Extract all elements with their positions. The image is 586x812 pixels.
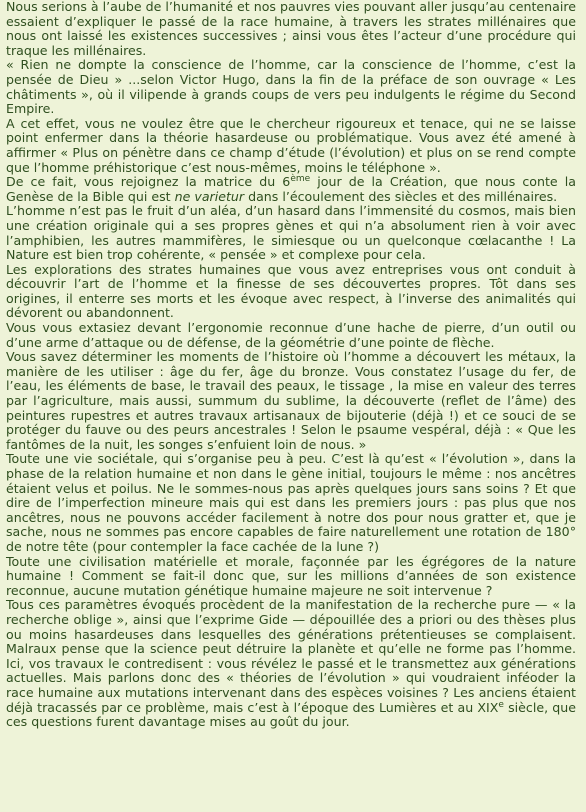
paragraph: [6, 0, 576, 58]
text-span: A cet effet, vous ne voulez être que le chercheur rigoureux et tenace, qui ne se laisse point enfermer dans la théorie hasardeuse ou problématique. Vous avez été amené à affirmer « Plus on pénètre dans ce champ d’étude (l’évolution) et plus on se rend compte que l’homme préhistorique c’est nous-mêmes, moins le téléphone ».: [6, 115, 576, 175]
paragraph: [6, 175, 576, 204]
paragraph: [6, 350, 576, 452]
text-span: Les explorations des strates humaines que vous avez entreprises vous ont conduit à découvrir l’art de l’homme et la finesse de ses découvertes propres. Tôt dans ses origines, il enterre ses morts et les évoque avec respect, à l’inverse des animalités qui dévorent ou abandonnent.: [6, 261, 576, 321]
paragraph: [6, 598, 576, 729]
text-span: jour de la Création, que nous conte la Genèse de la Bible qui est: [6, 174, 576, 204]
paragraph: [6, 117, 576, 175]
paragraph: [6, 555, 576, 599]
text-span: dans l’écoulement des siècles et des millénaires.: [244, 188, 558, 204]
text-span: Toute une vie sociétale, qui s’organise peu à peu. C’est là qu’est « l’évolution », dans la phase de la relation humaine et non dans le gène initial, toujours le même : nos ancêtres étaient velus et poilus. Ne le sommes-nous pas après quelques jours sans soins ? Et que dire de l’imperfection mineure mais qui est dans les premiers jours : pas plus que nos ancêtres, nous ne pouvons accéder facilement à notre dos pour nous gratter et, que je sache, nous ne sommes pas encore capables de faire naturellement une rotation de 180° de notre tête (pour contempler la face cachée de la lune ?): [6, 451, 576, 554]
superscript: ème: [290, 173, 311, 184]
emphasis: ne varietur: [174, 188, 245, 204]
text-span: « Rien ne dompte la conscience de l’homme, car la conscience de l’homme, c’est la pensée de Dieu » ...selon Victor Hugo, dans la fin de la préface de son ouvrage « Les châtiments », où il vilipende à grands coups de vers peu indulgents le régime du Second Empire.: [6, 57, 576, 117]
text-span: Toute une civilisation matérielle et morale, façonnée par les égrégores de la nature humaine ! Comment se fait-il donc que, sur les millions d’années de son existence reconnue, aucune mutation génétique humaine majeure ne soit intervenue ?: [6, 553, 576, 598]
paragraph: [6, 452, 576, 554]
paragraph: [6, 321, 576, 350]
text-span: Vous vous extasiez devant l’ergonomie reconnue d’une hache de pierre, d’un outil ou d’une arme d’attaque ou de défense, de la géométrie d’une pointe de flèche.: [6, 320, 576, 350]
text-span: siècle, que ces questions furent davantage mises au goût du jour.: [6, 699, 576, 730]
text-span: Nous serions à l’aube de l’humanité et nos pauvres vies pouvant aller jusqu’au centenaire essaient d’expliquer le passé de la race humaine, à travers les strates millénaires que nous ont laissé les existences successives ; ainsi vous êtes l’acteur d’une procédure qui traque les millénaires.: [6, 0, 576, 58]
superscript: e: [498, 699, 504, 710]
text-span: Vous savez déterminer les moments de l’histoire où l’homme a découvert les métaux, la manière de les utiliser : âge du fer, âge du bronze. Vous constatez l’usage du fer, de l’eau, les éléments de base, le travail des peaux, le tissage , la mise en valeur des terres par l’agriculture, mais aussi, summum du sublime, la découverte (reflet de l’âme) des peintures rupestres et autres travaux artisanaux de bijouterie (déjà !) et ce souci de se protéger du fauve ou des peurs ancestrales ! Selon le psaume vespéral, déjà : « Que les fantômes de la nuit, les songes s’enfuient loin de nous. »: [6, 349, 576, 452]
text-span: Tous ces paramètres évoqués procèdent de la manifestation de la recherche pure — « la recherche oblige », ainsi que l’exprime Gide — dépouillée des a priori ou des thèses plus ou moins hasardeuses dans lesquelles des générations prétentieuses se complaisent. Malraux pense que la science peut détruire la planète et qu’elle ne forme pas l’homme. Ici, vos travaux le contredisent : vous révélez le passé et le transmettez aux générations actuelles. Mais parlons donc des « théories de l’évolution » qui voudraient inféoder la race humaine aux mutations intervenant dans des espèces voisines ? Les anciens étaient déjà tracassés par ce problème, mais c’est à l’époque des Lumières et au XIX: [6, 597, 576, 715]
paragraph: [6, 58, 576, 116]
text-span: De ce fait, vous rejoignez la matrice du 6: [6, 174, 291, 190]
text-span: L’homme n’est pas le fruit d’un aléa, d’un hasard dans l’immensité du cosmos, mais bien une création originale qui a ses propres gènes et qui n’a absolument rien à voir avec l’amphibien, les autres mammifères, le simiesque ou un quelconque cœlacanthe ! La Nature est bien trop cohérente, « pensée » et complexe pour cela.: [6, 203, 576, 263]
paragraph: [6, 263, 576, 321]
paragraph: [6, 204, 576, 262]
